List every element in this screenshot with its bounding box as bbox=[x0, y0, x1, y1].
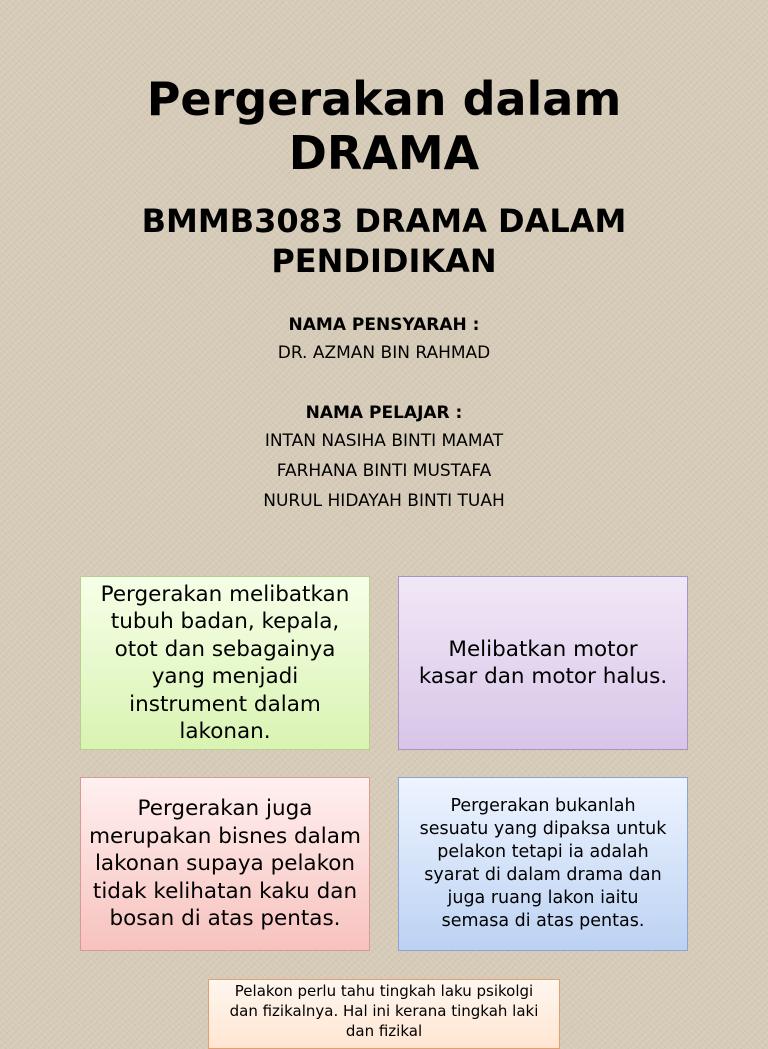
point-box-motor-skills bbox=[398, 576, 688, 750]
course-title bbox=[60, 201, 708, 281]
student-name-1: INTAN NASIHA BINTI MAMAT bbox=[264, 431, 504, 451]
point-box-text: Pelakon perlu tahu tingkah laku psikolgi dan fizikalnya. Hal ini kerana tingkah laki dan fizikal bbox=[229, 982, 539, 1040]
lecturer-label: NAMA PENSYARAH : bbox=[288, 315, 480, 335]
slide-title-line-2: DRAMA bbox=[288, 126, 480, 180]
point-box-stage-business bbox=[80, 777, 370, 951]
point-box-text: Pergerakan melibatkan tubuh badan, kepala, otot dan sebagainya yang menjadi instrument dalam lakonan. bbox=[100, 581, 350, 744]
lecturer-name: DR. AZMAN BIN RAHMAD bbox=[277, 343, 491, 363]
point-box-text: Pergerakan bukanlah sesuatu yang dipaksa untuk pelakon tetapi ia adalah syarat di dalam drama dan juga ruang lakon iaitu semasa di atas pentas. bbox=[419, 796, 667, 931]
students-label: NAMA PELAJAR : bbox=[305, 403, 463, 423]
point-box-text: Pergerakan juga merupakan bisnes dalam lakonan supaya pelakon tidak kelihatan kaku dan bosan di atas pentas. bbox=[89, 796, 361, 932]
student-name-3: NURUL HIDAYAH BINTI TUAH bbox=[263, 491, 505, 511]
point-box-stage-requirement bbox=[398, 777, 688, 951]
lecturer-block bbox=[0, 312, 768, 368]
course-title-line-1: BMMB3083 DRAMA DALAM bbox=[141, 202, 627, 240]
slide-title-line-1: Pergerakan dalam bbox=[146, 72, 622, 126]
slide-title bbox=[0, 72, 768, 180]
course-title-line-2: PENDIDIKAN bbox=[271, 242, 497, 280]
point-box-body-instrument bbox=[80, 576, 370, 750]
point-box-text: Melibatkan motor kasar dan motor halus. bbox=[418, 636, 668, 689]
point-box-psychology bbox=[208, 979, 560, 1049]
student-name-2: FARHANA BINTI MUSTAFA bbox=[276, 461, 492, 481]
students-block bbox=[0, 400, 768, 516]
